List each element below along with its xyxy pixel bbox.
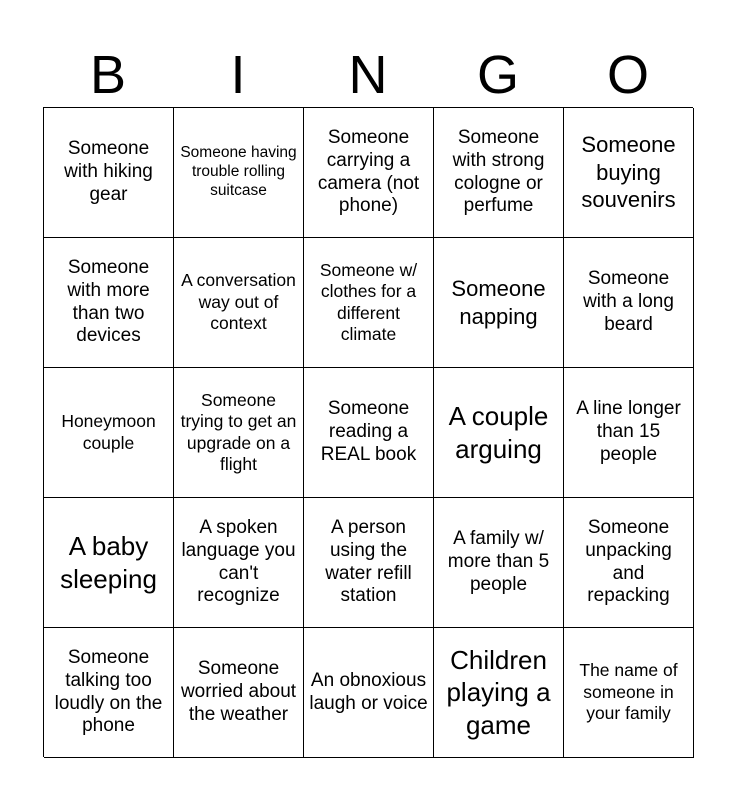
bingo-cell-r2c4[interactable]: Someone napping: [434, 238, 564, 368]
bingo-cell-r3c2[interactable]: Someone trying to get an upgrade on a flight: [174, 368, 304, 498]
bingo-board: [43, 107, 693, 757]
header-letter-g: G: [476, 45, 519, 105]
bingo-cell-r4c3[interactable]: A person using the water refill station: [304, 498, 434, 628]
bingo-header: [43, 44, 693, 106]
bingo-cell-r4c2[interactable]: A spoken language you can't recognize: [174, 498, 304, 628]
header-letter-i: I: [230, 45, 246, 105]
bingo-cell-r2c2[interactable]: A conversation way out of context: [174, 238, 304, 368]
bingo-cell-r3c5[interactable]: A line longer than 15 people: [564, 368, 694, 498]
bingo-cell-r5c5[interactable]: The name of someone in your family: [564, 628, 694, 758]
bingo-cell-r4c5[interactable]: Someone unpacking and repacking: [564, 498, 694, 628]
bingo-cell-r1c3[interactable]: Someone carrying a camera (not phone): [304, 108, 434, 238]
bingo-cell-r3c4[interactable]: A couple arguing: [434, 368, 564, 498]
bingo-cell-r5c2[interactable]: Someone worried about the weather: [174, 628, 304, 758]
bingo-cell-r2c3[interactable]: Someone w/ clothes for a different climate: [304, 238, 434, 368]
header-letter-n: N: [348, 45, 388, 105]
header-letter-b: B: [89, 45, 127, 105]
bingo-cell-r4c4[interactable]: A family w/ more than 5 people: [434, 498, 564, 628]
bingo-cell-r1c1[interactable]: Someone with hiking gear: [44, 108, 174, 238]
bingo-cell-r5c1[interactable]: Someone talking too loudly on the phone: [44, 628, 174, 758]
bingo-cell-r1c5[interactable]: Someone buying souvenirs: [564, 108, 694, 238]
bingo-cell-r4c1[interactable]: A baby sleeping: [44, 498, 174, 628]
bingo-cell-r3c1[interactable]: Honeymoon couple: [44, 368, 174, 498]
bingo-cell-r5c4[interactable]: Children playing a game: [434, 628, 564, 758]
header-letter-o: O: [606, 45, 649, 105]
bingo-cell-r3c3[interactable]: Someone reading a REAL book: [304, 368, 434, 498]
bingo-cell-r2c5[interactable]: Someone with a long beard: [564, 238, 694, 368]
bingo-cell-r5c3[interactable]: An obnoxious laugh or voice: [304, 628, 434, 758]
bingo-cell-r2c1[interactable]: Someone with more than two devices: [44, 238, 174, 368]
bingo-cell-r1c4[interactable]: Someone with strong cologne or perfume: [434, 108, 564, 238]
bingo-cell-r1c2[interactable]: Someone having trouble rolling suitcase: [174, 108, 304, 238]
